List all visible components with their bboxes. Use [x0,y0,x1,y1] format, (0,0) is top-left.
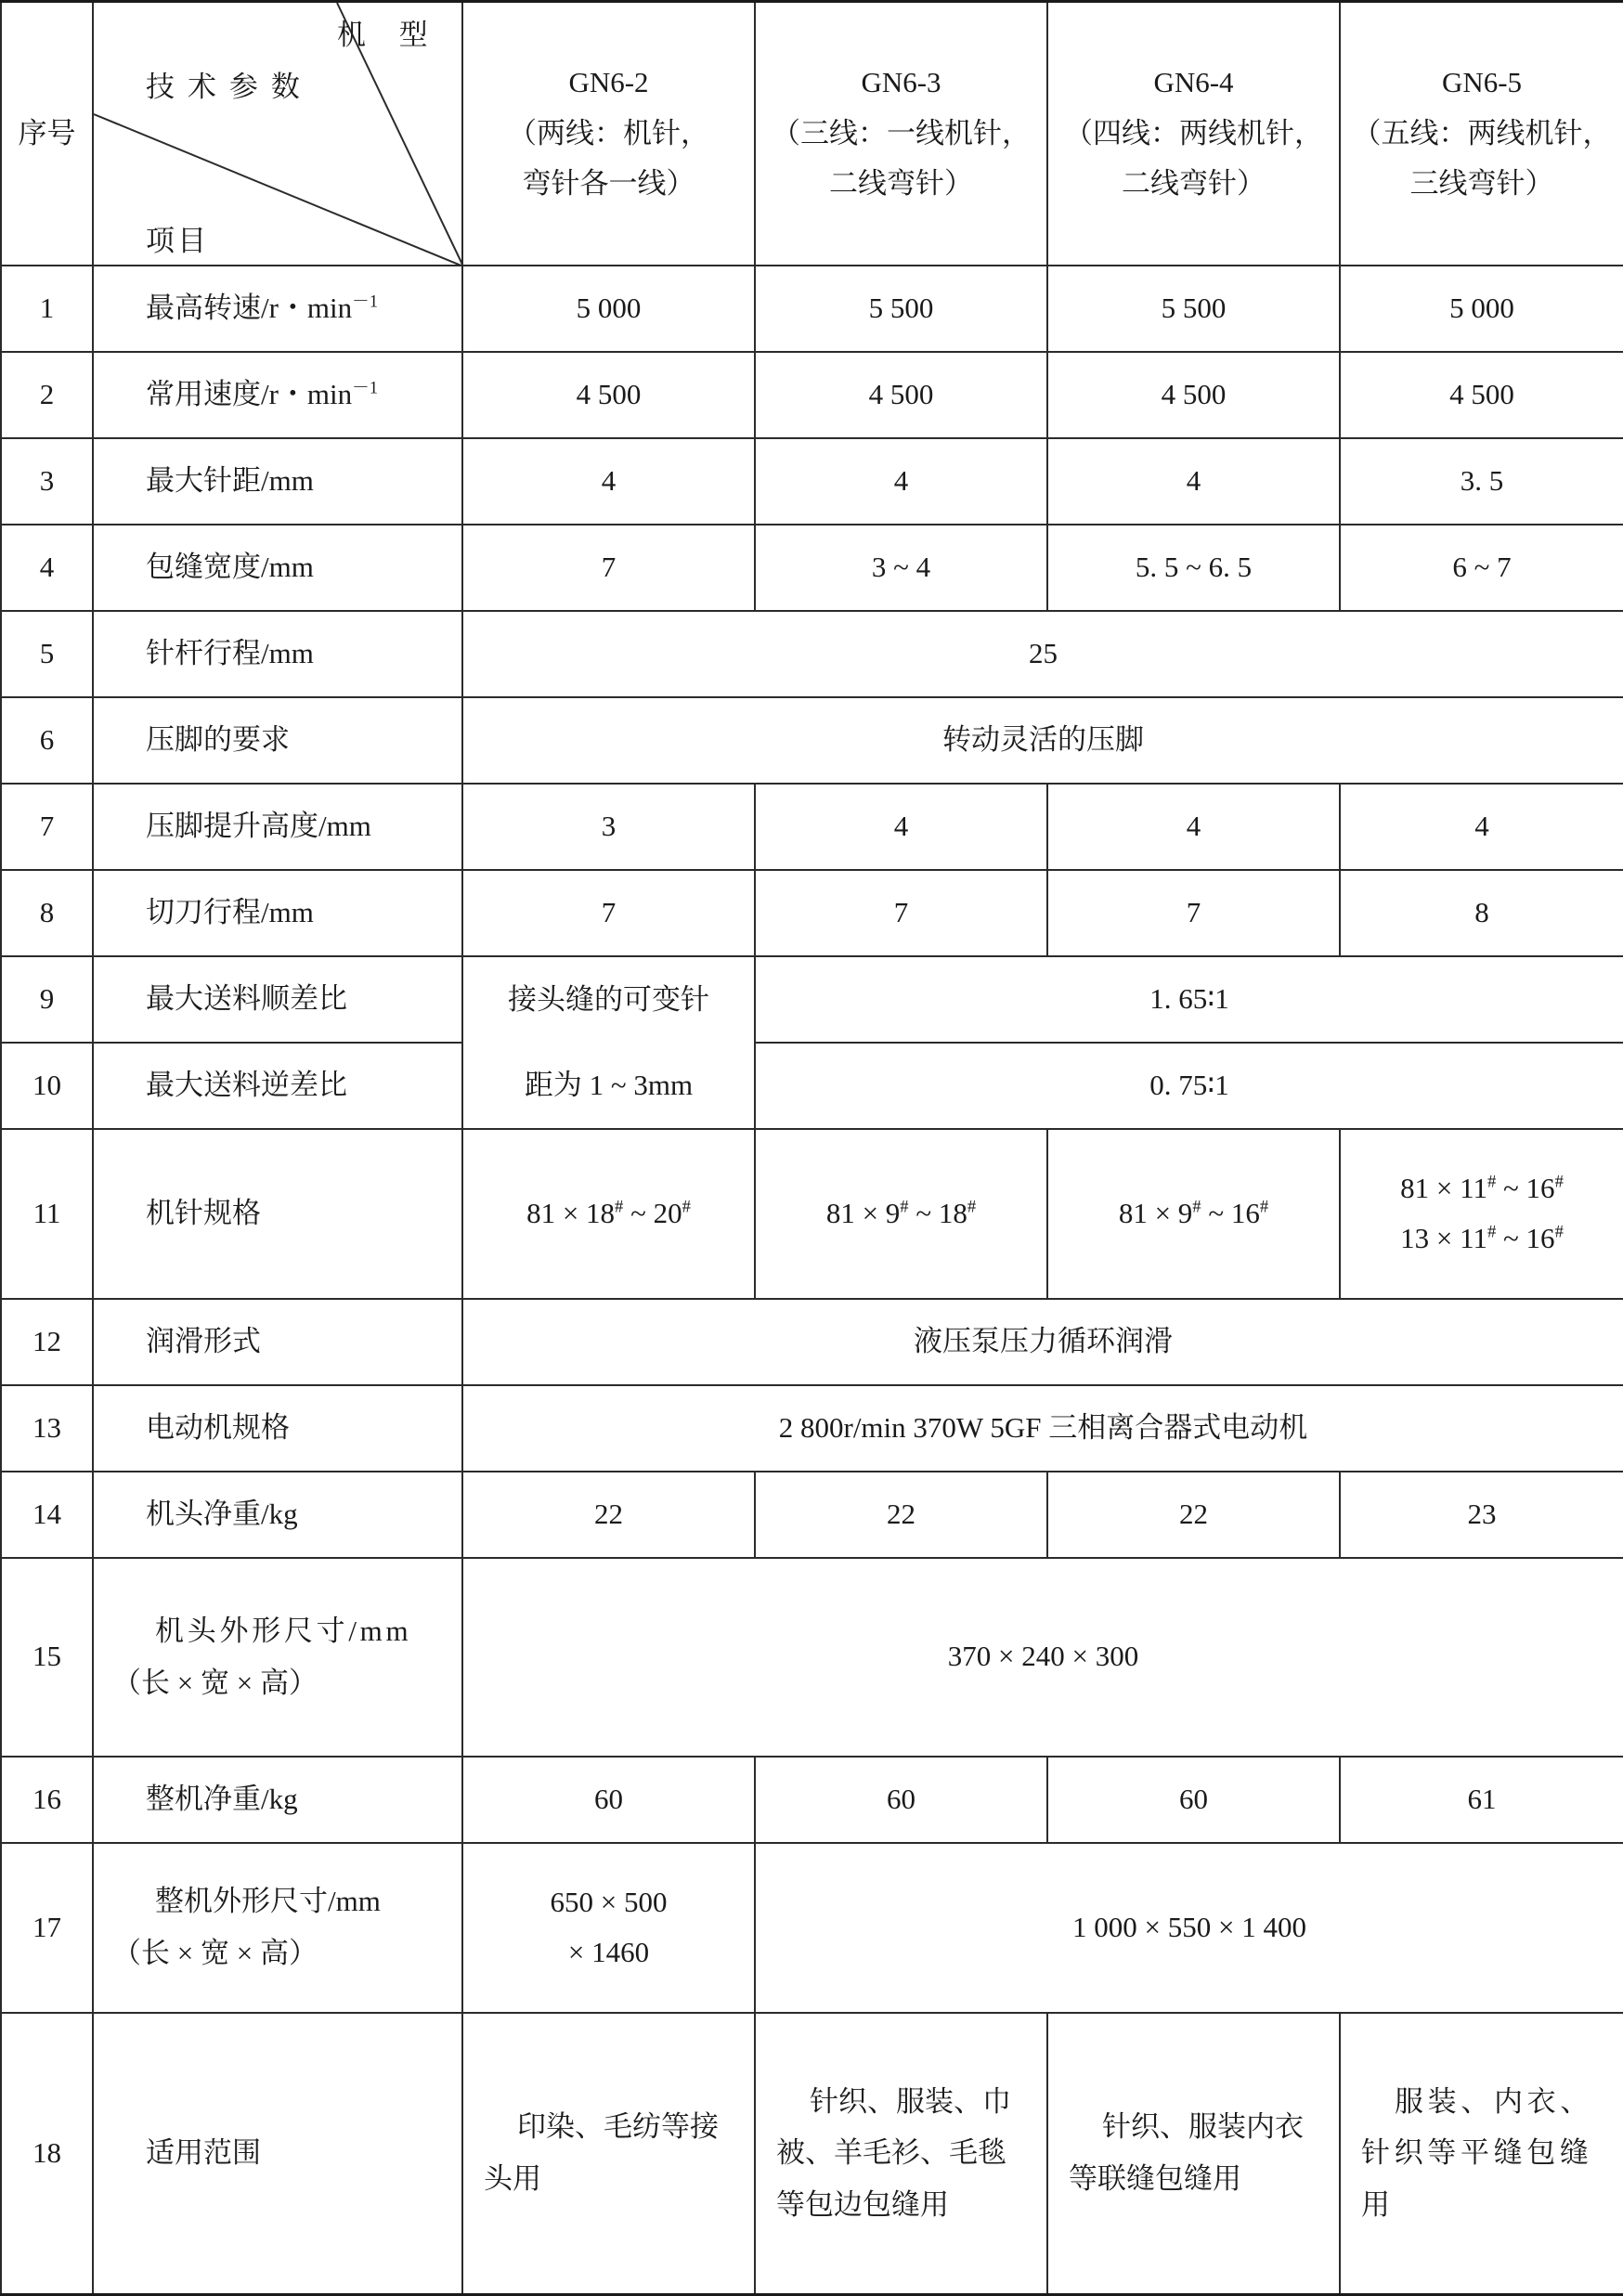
table-row [1,438,1623,525]
row-item: 最大送料顺差比 [93,956,462,1043]
row-number: 2 [1,352,93,438]
cell-gn6-2: 3 [462,784,755,870]
cell-all-models: 液压泵压力循环润滑 [462,1299,1623,1385]
table-row [1,1472,1623,1558]
table-row [1,1385,1623,1472]
cell-gn6-5: 4 500 [1340,352,1623,438]
table-row [1,2013,1623,2295]
cell-gn6-3: 3 ~ 4 [755,525,1047,611]
row-item: 最大送料逆差比 [93,1043,462,1129]
table-row [1,525,1623,611]
table-row [1,1558,1623,1757]
cell-gn6-3-to-5: 1. 65∶1 [755,956,1623,1043]
cell-gn6-2: 印染、毛纺等接 头用 [462,2013,755,2295]
cell-gn6-3: 60 [755,1757,1047,1843]
diag-label-params: 技术参数 [146,71,313,103]
table-row [1,611,1623,697]
cell-gn6-2: 81 × 18# ~ 20# [462,1129,755,1299]
cell-gn6-3-to-5: 1 000 × 550 × 1 400 [755,1843,1623,2013]
row-number: 5 [1,611,93,697]
cell-gn6-5: 8 [1340,870,1623,956]
row-item: 适用范围 [93,2013,462,2295]
row-number: 1 [1,266,93,352]
cell-gn6-4: 针织、服装内衣 等联缝包缝用 [1047,2013,1340,2295]
cell-gn6-5: 4 [1340,784,1623,870]
cell-gn6-5: 61 [1340,1757,1623,1843]
row-number: 9 [1,956,93,1043]
row-item: 机头外形尺寸/mm （长 × 宽 × 高） [93,1558,462,1757]
row-number: 11 [1,1129,93,1299]
row-item: 最高转速/r・$\min^{-1}$ [93,266,462,352]
cell-gn6-4: 5. 5 ~ 6. 5 [1047,525,1340,611]
cell-gn6-4: 4 500 [1047,352,1340,438]
cell-gn6-3-to-5: 0. 75∶1 [755,1043,1623,1129]
row-number: 17 [1,1843,93,2013]
cell-gn6-5: 81 × 11# ~ 16# 13 × 11# ~ 16# [1340,1129,1623,1299]
cell-gn6-2: 22 [462,1472,755,1558]
header-row [1,2,1623,266]
diag-label-item: 项目 [146,225,210,257]
cell-gn6-4: 7 [1047,870,1340,956]
row-number: 4 [1,525,93,611]
table-row [1,352,1623,438]
cell-gn6-2: 4 [462,438,755,525]
cell-gn6-4: 4 [1047,438,1340,525]
table-row [1,956,1623,1043]
table-row [1,266,1623,352]
row-item: 包缝宽度/mm [93,525,462,611]
table-row [1,1843,1623,2013]
cell-gn6-3: 4 500 [755,352,1047,438]
cell-gn6-5: 23 [1340,1472,1623,1558]
row-number: 15 [1,1558,93,1757]
row-number: 13 [1,1385,93,1472]
cell-gn6-2: 7 [462,870,755,956]
cell-gn6-3: 22 [755,1472,1047,1558]
row-item: 整机外形尺寸/mm （长 × 宽 × 高） [93,1843,462,2013]
seq-header: 序号 [1,2,93,266]
cell-gn6-2: 4 500 [462,352,755,438]
table-row [1,697,1623,784]
row-number: 3 [1,438,93,525]
cell-gn6-2: 60 [462,1757,755,1843]
cell-gn6-4: 22 [1047,1472,1340,1558]
row-item: 电动机规格 [93,1385,462,1472]
cell-gn6-3: 5 500 [755,266,1047,352]
cell-gn6-5: 3. 5 [1340,438,1623,525]
cell-gn6-2-merged: 接头缝的可变针 距为 1 ~ 3mm [462,956,755,1129]
cell-gn6-3: 7 [755,870,1047,956]
row-item: 润滑形式 [93,1299,462,1385]
cell-gn6-4: 81 × 9# ~ 16# [1047,1129,1340,1299]
row-item: 压脚提升高度/mm [93,784,462,870]
table-row [1,1043,1623,1129]
table-row [1,870,1623,956]
row-item: 针杆行程/mm [93,611,462,697]
model-header-gn6-3: GN6-3 （三线：一线机针， 二线弯针） [755,2,1047,266]
row-number: 18 [1,2013,93,2295]
cell-gn6-5: 6 ~ 7 [1340,525,1623,611]
row-item: 机头净重/kg [93,1472,462,1558]
cell-all-models: 转动灵活的压脚 [462,697,1623,784]
row-item: 整机净重/kg [93,1757,462,1843]
table-row [1,1299,1623,1385]
table-row [1,784,1623,870]
cell-all-models: 2 800r/min 370W 5GF 三相离合器式电动机 [462,1385,1623,1472]
row-item: 压脚的要求 [93,697,462,784]
cell-gn6-3: 针织、服装、巾 被、羊毛衫、毛毯 等包边包缝用 [755,2013,1047,2295]
model-header-gn6-4: GN6-4 （四线：两线机针， 二线弯针） [1047,2,1340,266]
row-item: 切刀行程/mm [93,870,462,956]
table-row [1,1757,1623,1843]
row-number: 10 [1,1043,93,1129]
model-header-gn6-5: GN6-5 （五线：两线机针， 三线弯针） [1340,2,1623,266]
row-number: 16 [1,1757,93,1843]
cell-gn6-3: 4 [755,438,1047,525]
cell-gn6-5: 服装、内衣、 针织等平缝包缝 用 [1340,2013,1623,2295]
model-header-gn6-2: GN6-2 （两线：机针， 弯针各一线） [462,2,755,266]
cell-gn6-5: 5 000 [1340,266,1623,352]
diag-label-model: 机 型 [337,19,441,51]
cell-gn6-4: 4 [1047,784,1340,870]
row-item: 常用速度/r・$\min^{-1}$ [93,352,462,438]
row-item: 机针规格 [93,1129,462,1299]
row-number: 6 [1,697,93,784]
cell-gn6-4: 5 500 [1047,266,1340,352]
diagonal-header-cell [93,2,462,266]
cell-all-models: 370 × 240 × 300 [462,1558,1623,1757]
row-number: 7 [1,784,93,870]
table-row [1,1129,1623,1299]
cell-gn6-2: 650 × 500 × 1460 [462,1843,755,2013]
cell-gn6-2: 7 [462,525,755,611]
row-number: 14 [1,1472,93,1558]
cell-gn6-2: 5 000 [462,266,755,352]
row-item: 最大针距/mm [93,438,462,525]
cell-all-models: 25 [462,611,1623,697]
cell-gn6-4: 60 [1047,1757,1340,1843]
cell-gn6-3: 81 × 9# ~ 18# [755,1129,1047,1299]
cell-gn6-3: 4 [755,784,1047,870]
row-number: 12 [1,1299,93,1385]
row-number: 8 [1,870,93,956]
